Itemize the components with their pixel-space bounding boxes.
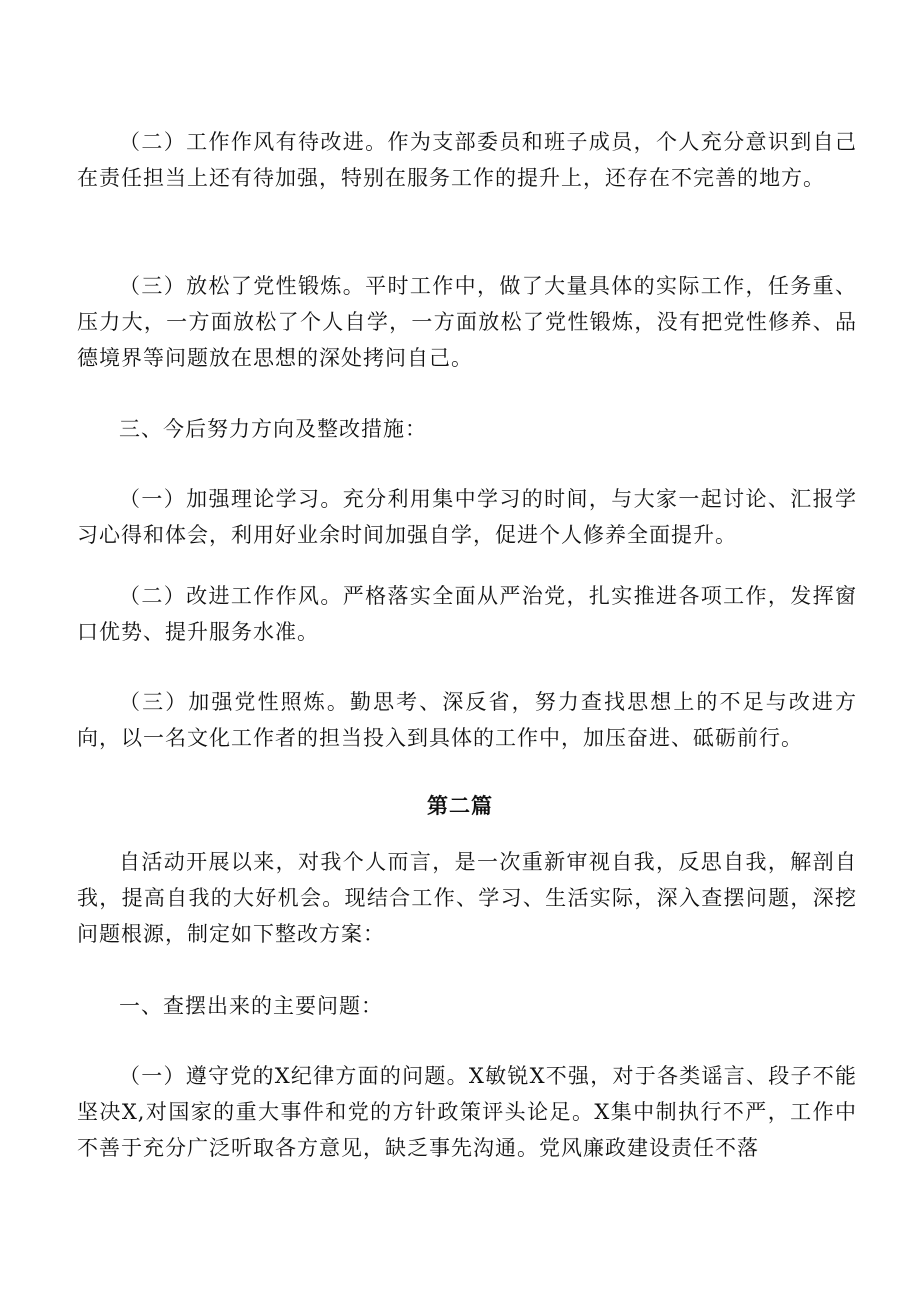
paragraph-theory-study: （一）加强理论学习。充分利用集中学习的时间，与大家一起讨论、汇报学习心得和体会，利用好业余时间加强自学，促进个人修养全面提升。 xyxy=(77,487,857,547)
paragraph-strengthen-party: （三）加强党性照炼。勤思考、深反省，努力查找思想上的不足与改进方向，以一名文化工作者的担当投入到具体的工作中，加压奋进、砥砺前行。 xyxy=(77,690,857,750)
heading-main-problems: 一、查摆出来的主要问题： xyxy=(119,994,383,1018)
paragraph-improve-style: （二）改进工作作风。严格落实全面从严治党，扎实推进各项工作，发挥窗口优势、提升服务水准。 xyxy=(77,584,857,644)
paragraph-discipline-problems: （一）遵守党的X纪律方面的问题。X敏锐X不强，对于各类谣言、段子不能坚决X,对国家的重大事件和党的方针政策评头论足。X集中制执行不严，工作中不善于充分广泛听取各方意见，缺乏事先沟通。党风廉政建设责任不落 xyxy=(77,1064,857,1160)
paragraph-work-style: （二）工作作风有待改进。作为支部委员和班子成员，个人充分意识到自己在责任担当上还有待加强，特别在服务工作的提升上，还存在不完善的地方。 xyxy=(77,130,857,190)
heading-improvement-measures: 三、今后努力方向及整改措施： xyxy=(119,417,427,441)
paragraph-party-training: （三）放松了党性锻炼。平时工作中，做了大量具体的实际工作，任务重、压力大，一方面放松了个人自学，一方面放松了党性锻炼，没有把党性修养、品德境界等问题放在思想的深处拷问自己。 xyxy=(77,274,857,370)
paragraph-intro: 自活动开展以来，对我个人而言，是一次重新审视自我，反思自我，解剖自我，提高自我的大好机会。现结合工作、学习、生活实际，深入查摆问题，深挖问题根源，制定如下整改方案： xyxy=(77,850,857,946)
section-title: 第二篇 xyxy=(427,793,493,818)
